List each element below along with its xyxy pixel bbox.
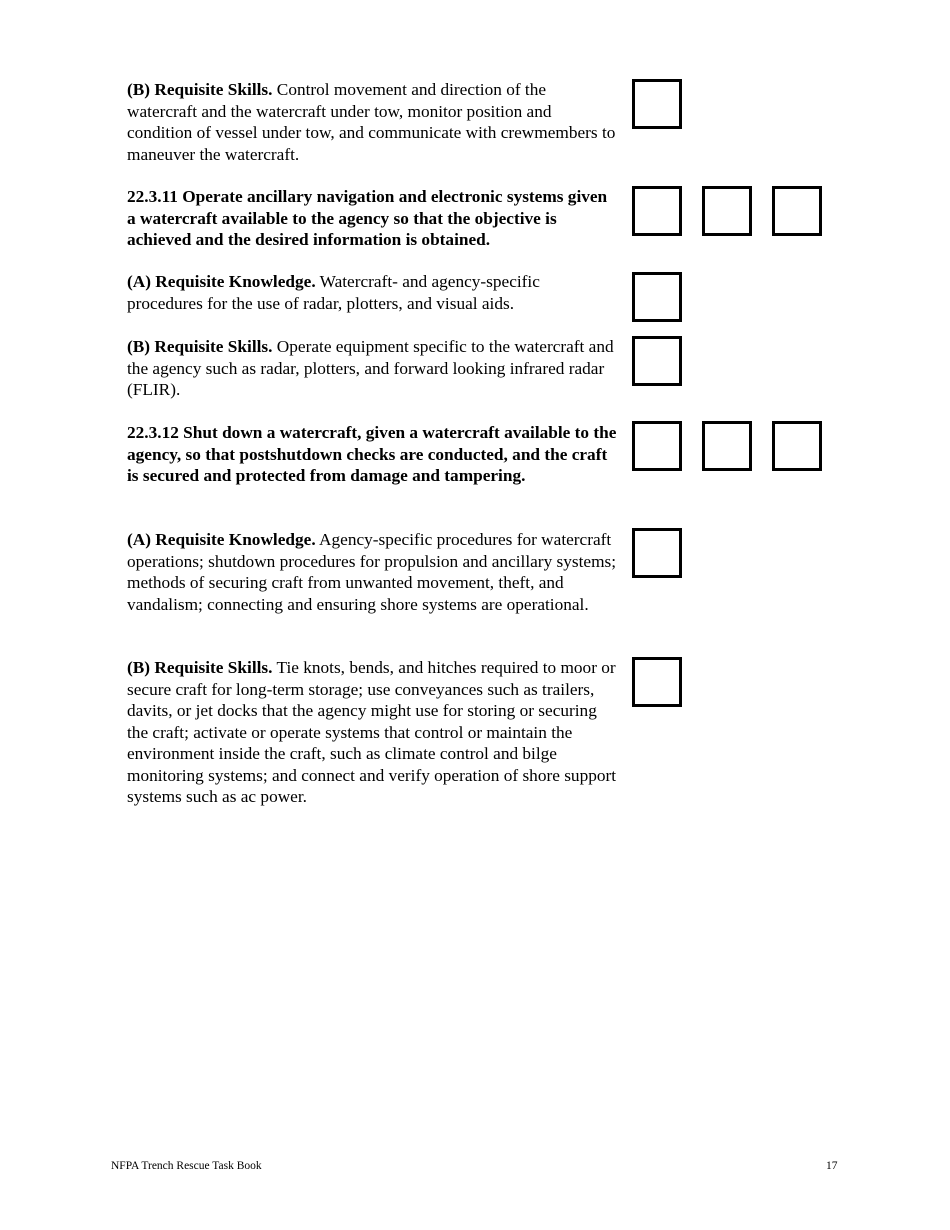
- requisite-skills-navigation-paragraph: [127, 336, 619, 401]
- signoff-checkbox[interactable]: [632, 272, 682, 322]
- paragraph-text: Operate equipment specific to the watercraft and the agency such as radar, plotters, and forward looking infrared radar (FLIR).: [127, 337, 614, 399]
- paragraph-text: Agency-specific procedures for watercraft operations; shutdown procedures for propulsion and ancillary systems; methods of securing craft from unwanted movement, theft, and vandalism; connecting and ensuring shore systems are operational.: [127, 530, 617, 614]
- paragraph-text: Control movement and direction of the watercraft and the watercraft under tow, monitor position and condition of vessel under tow, and communicate with crewmembers to maneuver the watercraft.: [127, 80, 616, 164]
- paragraph-lead: (A) Requisite Knowledge.: [127, 272, 316, 291]
- requisite-skills-shutdown-paragraph: [127, 657, 619, 808]
- paragraph-text: Watercraft- and agency-specific procedures for the use of radar, plotters, and visual aids.: [127, 272, 540, 313]
- paragraph-lead: (A) Requisite Knowledge.: [127, 530, 316, 549]
- footer-title: NFPA Trench Rescue Task Book: [111, 1160, 262, 1172]
- signoff-checkbox[interactable]: [632, 336, 682, 386]
- signoff-checkbox-2[interactable]: [702, 186, 752, 236]
- paragraph-text: Tie knots, bends, and hitches required to moor or secure craft for long-term storage; use conveyances such as trailers, davits, or jet docks that the agency might use for storing or securing the craft; activate or operate systems that control or maintain the environment inside the craft, such as climate control and bilge monitoring systems; and connect and verify operation of shore support systems such as ac power.: [127, 658, 617, 806]
- section-22-3-12-heading: [127, 422, 619, 487]
- requisite-skills-tow-paragraph: [127, 79, 619, 165]
- signoff-checkbox[interactable]: [632, 79, 682, 129]
- requisite-knowledge-shutdown-paragraph: [127, 529, 619, 615]
- requisite-knowledge-navigation-paragraph: [127, 271, 619, 314]
- signoff-checkbox-3[interactable]: [772, 421, 822, 471]
- paragraph-lead: 22.3.11 Operate ancillary navigation and electronic systems given a watercraft available to the agency so that the objective is achieved and the desired information is obtained.: [127, 187, 608, 249]
- signoff-checkbox-3[interactable]: [772, 186, 822, 236]
- signoff-checkbox-1[interactable]: [632, 186, 682, 236]
- paragraph-lead: (B) Requisite Skills.: [127, 80, 273, 99]
- signoff-checkbox-1[interactable]: [632, 421, 682, 471]
- section-22-3-11-heading: [127, 186, 619, 251]
- signoff-checkbox[interactable]: [632, 657, 682, 707]
- page-number: 17: [826, 1160, 838, 1172]
- signoff-checkbox-2[interactable]: [702, 421, 752, 471]
- signoff-checkbox[interactable]: [632, 528, 682, 578]
- paragraph-lead: 22.3.12 Shut down a watercraft, given a watercraft available to the agency, so that postshutdown checks are conducted, and the craft is secured and protected from damage and tampering.: [127, 423, 617, 485]
- paragraph-lead: (B) Requisite Skills.: [127, 658, 273, 677]
- paragraph-lead: (B) Requisite Skills.: [127, 337, 273, 356]
